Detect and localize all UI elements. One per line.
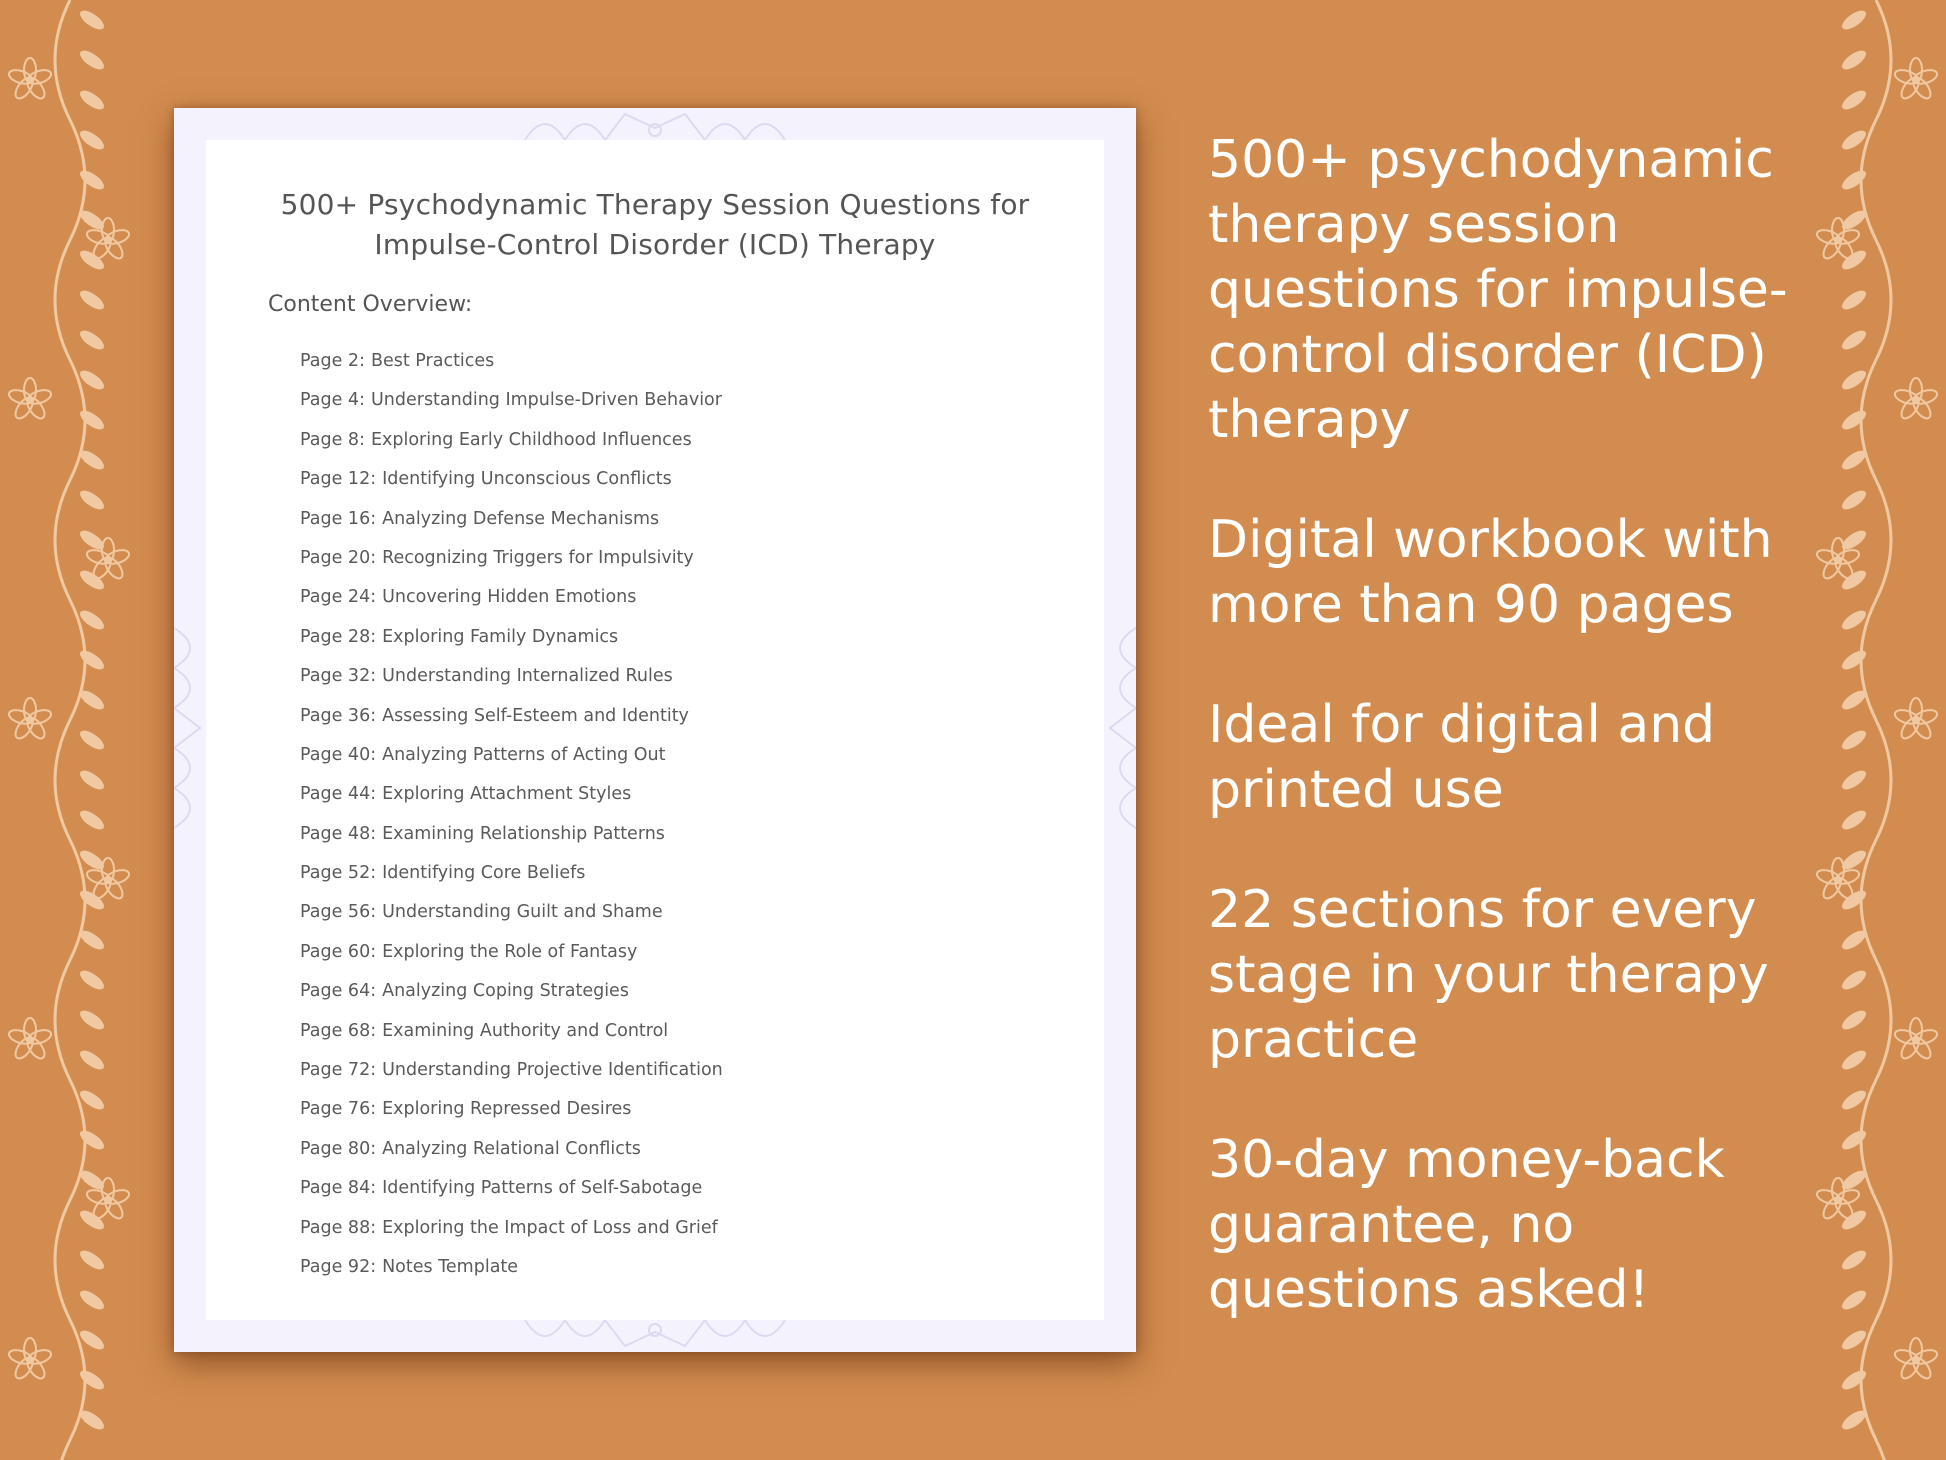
toc-section-title: Analyzing Relational Conflicts — [382, 1138, 641, 1159]
toc-page-number: Page 80: — [300, 1138, 377, 1159]
toc-page-number: Page 52: — [300, 863, 377, 884]
toc-section-title: Analyzing Patterns of Acting Out — [382, 744, 666, 765]
toc-section-title: Best Practices — [370, 351, 495, 371]
toc-section-title: Exploring Family Dynamics — [382, 626, 619, 647]
toc-page-number: Page 92: — [300, 1256, 377, 1277]
toc-section-title: Exploring the Role of Fantasy — [382, 941, 638, 962]
feature-text: 22 sections for every stage in your therapy practice — [1208, 880, 1769, 1070]
feature-text: Ideal for digital and printed use — [1208, 695, 1716, 820]
feature-text: 30-day money-back guarantee, no questions asked! — [1208, 1130, 1725, 1320]
table-of-contents — [300, 342, 723, 1287]
mandala-left-icon — [174, 608, 206, 848]
document-title — [206, 185, 1104, 265]
toc-page-number: Page 48: — [300, 823, 377, 844]
toc-item — [300, 775, 723, 814]
toc-section-title: Understanding Internalized Rules — [382, 666, 673, 687]
toc-item — [300, 460, 723, 499]
toc-section-title: Understanding Guilt and Shame — [382, 902, 663, 923]
toc-section-title: Uncovering Hidden Emotions — [382, 587, 637, 608]
toc-page-number: Page 2: — [300, 351, 365, 371]
mandala-bottom-icon — [505, 1320, 805, 1352]
toc-item — [300, 381, 723, 420]
toc-item — [300, 893, 723, 932]
toc-section-title: Notes Template — [382, 1256, 519, 1277]
toc-page-number: Page 56: — [300, 902, 377, 923]
toc-page-number: Page 12: — [300, 469, 377, 490]
toc-section-title: Identifying Core Beliefs — [382, 863, 586, 884]
toc-item — [300, 618, 723, 657]
document-title-line-1: 500+ Psychodynamic Therapy Session Questions for — [280, 188, 1030, 221]
document-page — [174, 108, 1136, 1352]
mandala-right-icon — [1104, 608, 1136, 848]
toc-item — [300, 421, 723, 460]
toc-page-number: Page 40: — [300, 744, 377, 765]
toc-item — [300, 578, 723, 617]
toc-section-title: Analyzing Coping Strategies — [382, 981, 629, 1002]
toc-page-number: Page 60: — [300, 941, 377, 962]
toc-item — [300, 1130, 723, 1169]
toc-page-number: Page 28: — [300, 626, 377, 647]
toc-section-title: Understanding Impulse-Driven Behavior — [370, 390, 722, 411]
toc-item — [300, 342, 723, 381]
toc-page-number: Page 16: — [300, 508, 377, 529]
toc-item — [300, 933, 723, 972]
toc-section-title: Understanding Projective Identification — [382, 1060, 723, 1081]
toc-item — [300, 657, 723, 696]
toc-page-number: Page 24: — [300, 587, 377, 608]
toc-section-title: Exploring Repressed Desires — [382, 1099, 632, 1120]
toc-page-number: Page 44: — [300, 784, 377, 805]
toc-section-title: Recognizing Triggers for Impulsivity — [382, 547, 694, 568]
feature-text: 500+ psychodynamic therapy session questions for impulse-control disorder (ICD) therapy — [1208, 130, 1788, 450]
toc-item — [300, 1090, 723, 1129]
feature-text: Digital workbook with more than 90 pages — [1208, 510, 1773, 635]
toc-page-number: Page 36: — [300, 705, 377, 726]
toc-page-number: Page 8: — [300, 429, 365, 450]
floral-vine-left — [0, 0, 130, 1460]
toc-item — [300, 972, 723, 1011]
toc-page-number: Page 88: — [300, 1217, 377, 1238]
toc-page-number: Page 68: — [300, 1020, 377, 1041]
document-title-line-2: Impulse-Control Disorder (ICD) Therapy — [374, 228, 936, 261]
toc-section-title: Examining Relationship Patterns — [382, 823, 665, 844]
toc-section-title: Exploring the Impact of Loss and Grief — [382, 1217, 718, 1238]
toc-item — [300, 539, 723, 578]
content-overview-label: Content Overview: — [268, 292, 473, 317]
toc-page-number: Page 72: — [300, 1060, 377, 1081]
toc-page-number: Page 76: — [300, 1099, 377, 1120]
toc-section-title: Assessing Self-Esteem and Identity — [382, 705, 689, 726]
toc-page-number: Page 20: — [300, 547, 377, 568]
toc-item — [300, 1169, 723, 1208]
toc-page-number: Page 32: — [300, 666, 377, 687]
toc-item — [300, 1051, 723, 1090]
toc-page-number: Page 84: — [300, 1178, 377, 1199]
toc-section-title: Analyzing Defense Mechanisms — [382, 508, 660, 529]
toc-section-title: Exploring Early Childhood Influences — [370, 429, 692, 450]
toc-item — [300, 1012, 723, 1051]
toc-section-title: Identifying Unconscious Conflicts — [382, 469, 672, 490]
toc-item — [300, 1209, 723, 1248]
toc-item — [300, 854, 723, 893]
feature-list — [1208, 128, 1798, 1378]
toc-item — [300, 1248, 723, 1287]
toc-page-number: Page 4: — [300, 390, 365, 411]
mandala-top-icon — [505, 108, 805, 140]
floral-vine-right — [1816, 0, 1946, 1460]
toc-section-title: Examining Authority and Control — [382, 1020, 669, 1041]
toc-item — [300, 815, 723, 854]
toc-section-title: Identifying Patterns of Self-Sabotage — [382, 1178, 703, 1199]
toc-section-title: Exploring Attachment Styles — [382, 784, 632, 805]
toc-item — [300, 736, 723, 775]
toc-page-number: Page 64: — [300, 981, 377, 1002]
document-content — [206, 140, 1104, 1320]
toc-item — [300, 500, 723, 539]
toc-item — [300, 697, 723, 736]
